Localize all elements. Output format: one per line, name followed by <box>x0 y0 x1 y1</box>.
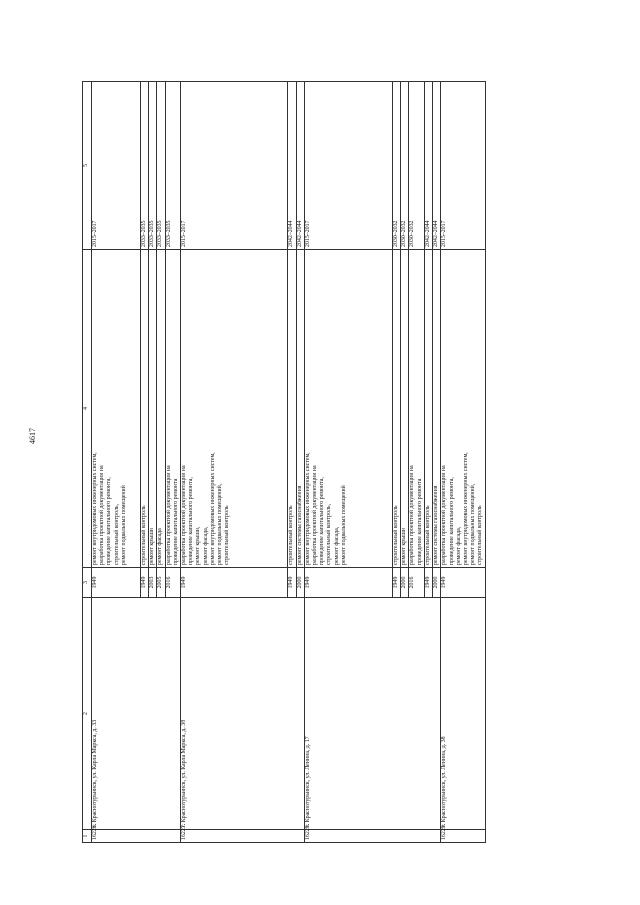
period-cell: 2033–2035 <box>165 82 180 250</box>
period-cell: 2015–2017 <box>92 82 141 250</box>
work-line: разработка проектной документации на <box>312 465 319 565</box>
work-line: ремонт системы газоснабжения <box>296 485 303 565</box>
work-cell <box>165 250 180 568</box>
table-row <box>181 82 288 843</box>
work-cell <box>401 250 409 568</box>
work-line: ремонт фасада, <box>202 526 209 565</box>
work-cell <box>157 250 165 568</box>
work-line: ремонт подвальных помещений <box>120 485 127 565</box>
page-number: 4617 <box>28 428 37 444</box>
year-cell: 1949 <box>181 568 288 598</box>
work-cell <box>288 250 296 568</box>
work-cell <box>409 250 424 568</box>
year-cell: 2000 <box>296 568 304 598</box>
work-line: ремонт внутридомовых инженерных систем, <box>462 452 469 565</box>
period-cell: 2015–2017 <box>304 82 392 250</box>
work-line: ремонт подвальных помещений, <box>217 483 224 565</box>
row-number-cell: 16228. <box>304 830 440 843</box>
address-cell: г. Краснотурьинск, ул. Карла Маркса, д. 38 <box>181 598 305 830</box>
period-cell: 2033–2035 <box>157 82 165 250</box>
work-line: проведение капитального ремонта <box>416 478 423 565</box>
header-cell: 2 <box>83 598 92 830</box>
table-body <box>92 82 486 843</box>
work-line: строительный контроль <box>393 505 400 565</box>
period-cell: 2033–2035 <box>149 82 157 250</box>
row-number-cell: 16226. <box>92 830 181 843</box>
table-row <box>304 82 392 843</box>
work-cell <box>92 250 141 568</box>
work-line: строительный контроль <box>141 505 148 565</box>
work-line: проведение капитального ремонта, <box>319 477 326 565</box>
work-line: ремонт системы газоснабжения <box>433 485 440 565</box>
year-cell: 1949 <box>92 568 141 598</box>
rotated-table-container <box>82 82 563 843</box>
work-cell <box>141 250 149 568</box>
work-line: ремонт внутридомовых инженерных систем, <box>92 452 98 565</box>
table-row <box>92 82 141 843</box>
capital-repair-table <box>82 81 486 843</box>
work-line: разработка проектной документации на <box>441 465 448 565</box>
work-line: строительный контроль <box>424 505 431 565</box>
header-cell: 5 <box>83 82 92 250</box>
period-cell: 2033–2035 <box>141 82 149 250</box>
work-line: ремонт фасада <box>157 528 164 565</box>
address-cell: г. Краснотурьинск, ул. Карла Маркса, д. 33 <box>92 598 181 830</box>
work-line: ремонт крыши <box>401 528 408 565</box>
work-line: строительный контроль, <box>113 503 120 565</box>
work-line: проведение капитального ремонта, <box>106 477 113 565</box>
year-cell: 2016 <box>409 568 424 598</box>
work-line: разработка проектной документации на <box>409 465 416 565</box>
work-line: ремонт внутридомовых инженерных систем, <box>304 452 311 565</box>
work-cell <box>424 250 432 568</box>
work-line: строительный контроль <box>477 505 484 565</box>
work-line: проведение капитального ремонта, <box>448 477 455 565</box>
period-cell: 2042–2044 <box>433 82 441 250</box>
row-number-cell: 16227. <box>181 830 305 843</box>
work-line: строительный контроль, <box>326 503 333 565</box>
work-line: ремонт крыши <box>149 528 156 565</box>
year-cell: 2000 <box>401 568 409 598</box>
work-line: ремонт подвальных помещений, <box>470 483 477 565</box>
address-cell: г. Краснотурьинск, ул. Ленина, д. 17 <box>304 598 440 830</box>
table-row <box>441 82 485 843</box>
year-cell: 1949 <box>304 568 392 598</box>
work-line: разработка проектной документации на <box>165 465 172 565</box>
address-cell: г. Краснотурьинск, ул. Ленина, д. 38 <box>441 598 485 830</box>
work-line: проведение капитального ремонта, <box>188 477 195 565</box>
year-cell: 2016 <box>165 568 180 598</box>
work-cell <box>181 250 288 568</box>
header-cell: 4 <box>83 250 92 568</box>
work-line: ремонт фасада, <box>333 526 340 565</box>
work-cell <box>393 250 401 568</box>
work-line: ремонт крыши, <box>195 526 202 565</box>
work-cell <box>433 250 441 568</box>
work-line: ремонт фасада, <box>455 526 462 565</box>
work-cell <box>149 250 157 568</box>
year-cell: 1949 <box>424 568 432 598</box>
work-cell <box>296 250 304 568</box>
year-cell: 1949 <box>393 568 401 598</box>
period-cell: 2015–2017 <box>181 82 288 250</box>
work-line: разработка проектной документации на <box>181 465 188 565</box>
year-cell: 1949 <box>288 568 296 598</box>
year-cell: 2000 <box>433 568 441 598</box>
work-cell <box>441 250 485 568</box>
work-line: разработка проектной документации на <box>99 465 106 565</box>
work-line: ремонт внутридомовых инженерных систем, <box>209 452 216 565</box>
header-cell: 3 <box>83 568 92 598</box>
period-cell: 2030–2032 <box>393 82 401 250</box>
work-line: проведение капитального ремонта <box>172 478 179 565</box>
period-cell: 2030–2032 <box>401 82 409 250</box>
year-cell: 2003 <box>149 568 157 598</box>
header-cell: 1 <box>83 830 92 843</box>
row-number-cell: 16229. <box>441 830 485 843</box>
work-line: строительный контроль <box>224 505 231 565</box>
period-cell: 2042–2044 <box>288 82 296 250</box>
period-cell: 2042–2044 <box>424 82 432 250</box>
work-line: строительный контроль <box>288 505 295 565</box>
header-row <box>83 82 92 843</box>
year-cell: 2005 <box>157 568 165 598</box>
period-cell: 2042–2044 <box>296 82 304 250</box>
work-cell <box>304 250 392 568</box>
year-cell: 1949 <box>441 568 485 598</box>
year-cell: 1949 <box>141 568 149 598</box>
work-line: ремонт подвальных помещений <box>340 485 347 565</box>
period-cell: 2015–2017 <box>441 82 485 250</box>
period-cell: 2030–2032 <box>409 82 424 250</box>
